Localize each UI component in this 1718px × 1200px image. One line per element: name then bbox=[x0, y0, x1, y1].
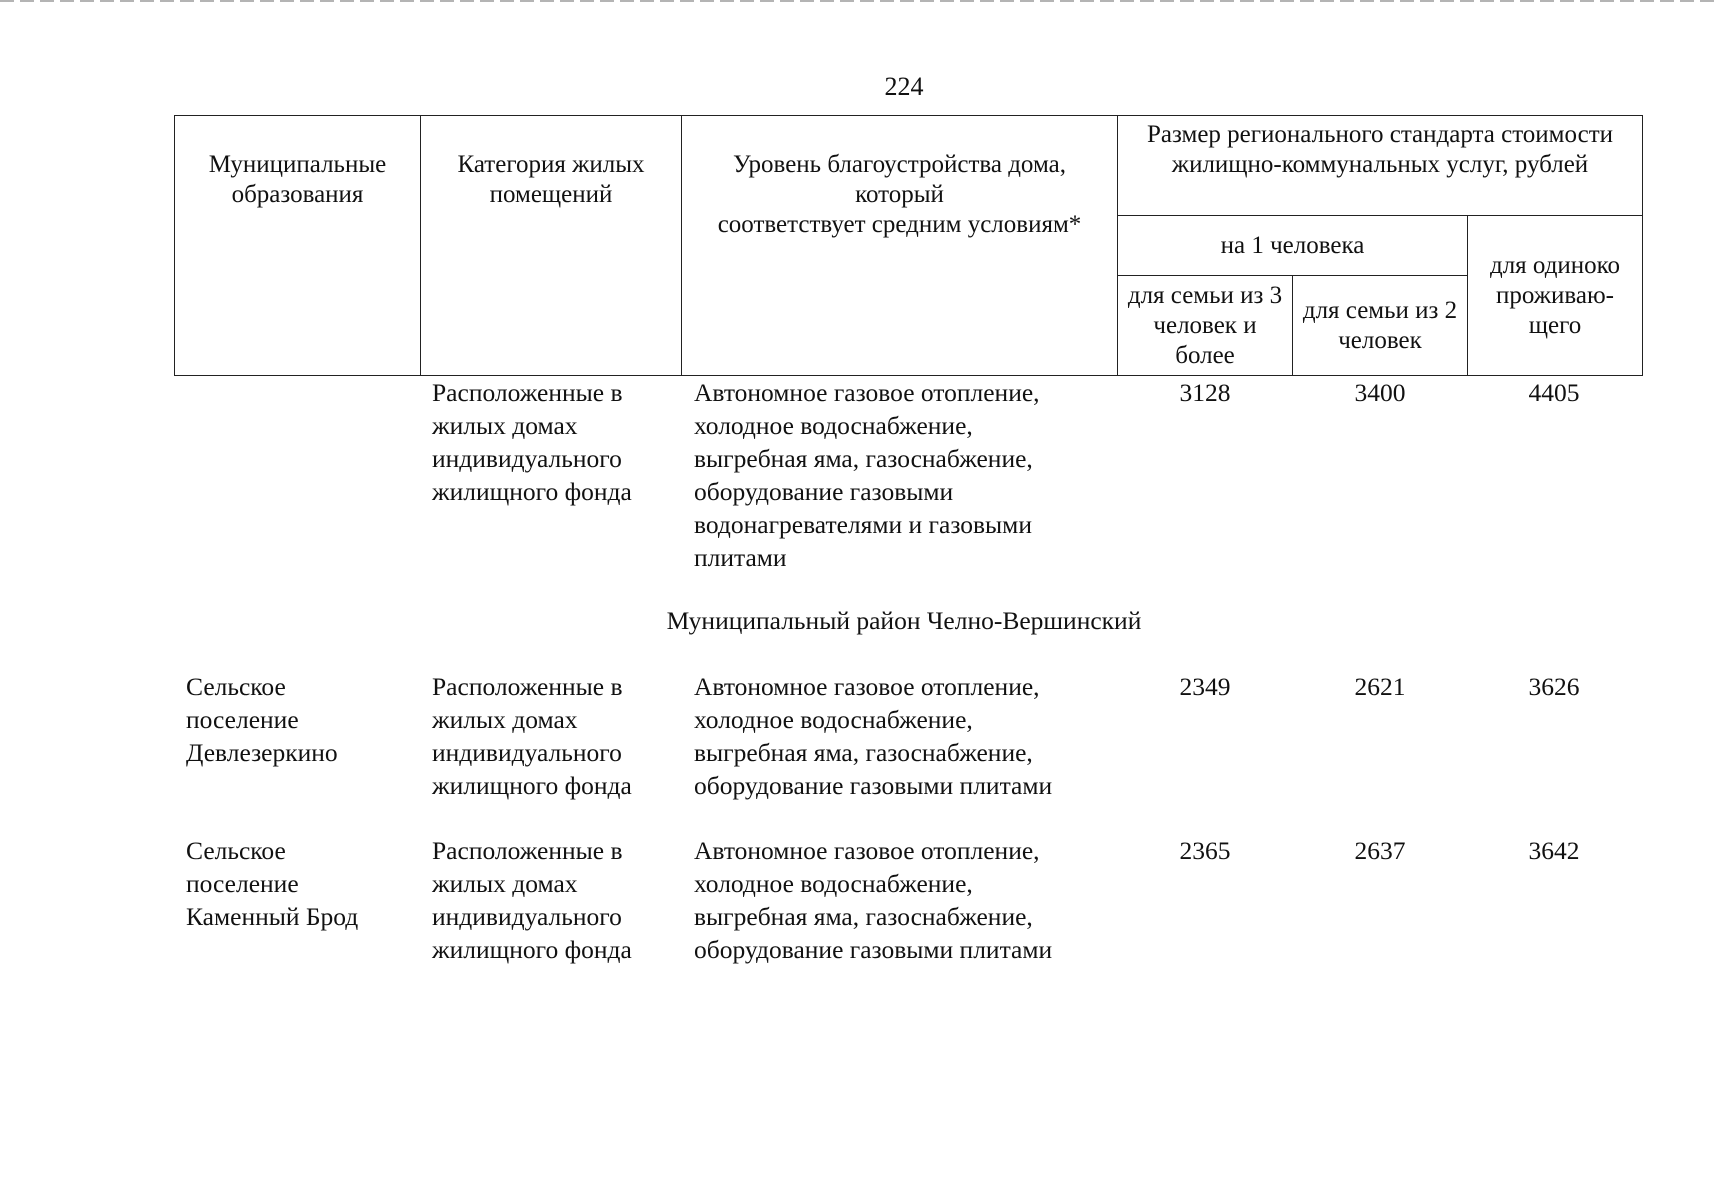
header-level: Уровень благоустройства дома, который соответствует средним условиям* bbox=[682, 116, 1118, 376]
cell-level: Автономное газовое отопление, холодное водоснабжение, выгребная яма, газоснабжение, оборудование газовыми плитами bbox=[694, 672, 1053, 800]
table-header bbox=[174, 115, 1643, 376]
header-per-person: на 1 человека bbox=[1118, 216, 1468, 276]
cell-family2: 3400 bbox=[1354, 378, 1406, 407]
cell-family2: 2637 bbox=[1354, 836, 1406, 865]
scan-edge-artifact bbox=[0, 0, 1718, 2]
header-municipal: Муниципальные образования bbox=[175, 116, 421, 376]
section-title: Муниципальный район Челно-Вершинский bbox=[666, 606, 1142, 635]
cell-family3: 2349 bbox=[1179, 672, 1231, 701]
cell-category: Расположенные в жилых домах индивидуального жилищного фонда bbox=[432, 378, 632, 506]
header-category: Категория жилых помещений bbox=[421, 116, 682, 376]
cell-family2: 2621 bbox=[1354, 672, 1406, 701]
cell-single: 3626 bbox=[1528, 672, 1580, 701]
header-family2: для семьи из 2 человек bbox=[1293, 276, 1468, 376]
cell-family3: 2365 bbox=[1179, 836, 1231, 865]
page-number: 224 bbox=[884, 72, 924, 101]
header-standard: Размер регионального стандарта стоимости жилищно-коммунальных услуг, рублей bbox=[1118, 116, 1643, 216]
cell-municipal: Сельское поселение Девлезеркино bbox=[186, 672, 338, 767]
cell-category: Расположенные в жилых домах индивидуального жилищного фонда bbox=[432, 672, 632, 800]
cell-family3: 3128 bbox=[1179, 378, 1231, 407]
header-family3: для семьи из 3 человек и более bbox=[1118, 276, 1293, 376]
header-single: для одиноко проживаю-щего bbox=[1468, 216, 1643, 376]
cell-single: 3642 bbox=[1528, 836, 1580, 865]
cell-single: 4405 bbox=[1528, 378, 1580, 407]
cell-level: Автономное газовое отопление, холодное водоснабжение, выгребная яма, газоснабжение, оборудование газовыми плитами bbox=[694, 836, 1053, 964]
cell-level: Автономное газовое отопление, холодное водоснабжение, выгребная яма, газоснабжение, оборудование газовыми водонагревателями и газовыми плитами bbox=[694, 378, 1040, 572]
cell-category: Расположенные в жилых домах индивидуального жилищного фонда bbox=[432, 836, 632, 964]
cell-municipal: Сельское поселение Каменный Брод bbox=[186, 836, 359, 931]
